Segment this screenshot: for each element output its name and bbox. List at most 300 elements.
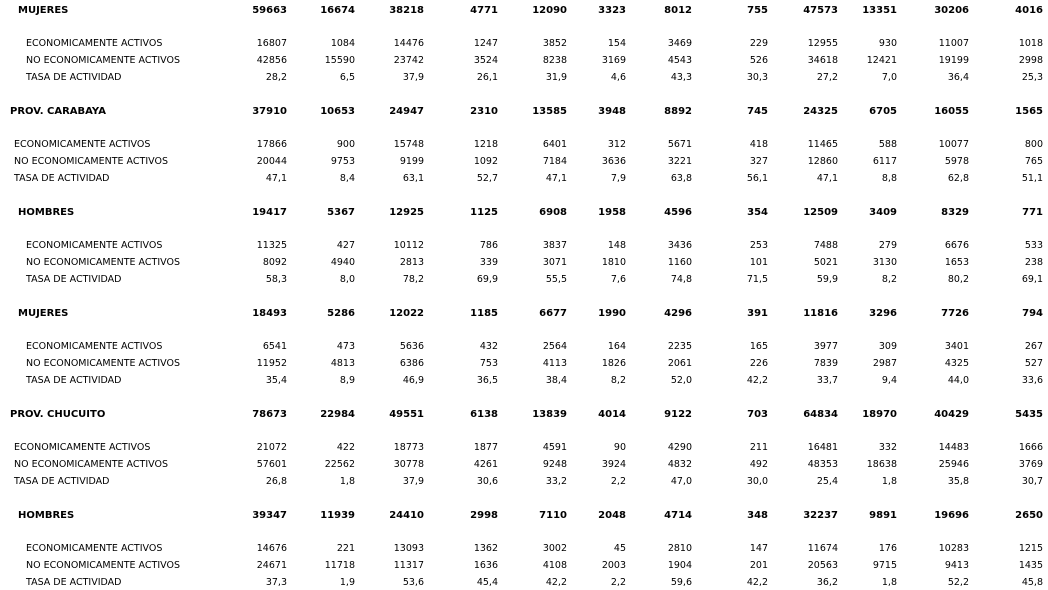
value-cell: 2048 <box>598 510 626 521</box>
value-cell: 201 <box>749 560 768 571</box>
value-cell: 35,4 <box>265 375 287 386</box>
value-cell: 33,6 <box>1021 375 1043 386</box>
value-cell: 2998 <box>470 510 498 521</box>
table-row <box>0 155 1048 169</box>
value-cell: 21072 <box>256 442 287 453</box>
value-cell: 11007 <box>938 38 969 49</box>
value-cell: 164 <box>607 341 626 352</box>
value-cell: 432 <box>479 341 498 352</box>
value-cell: 1215 <box>1018 543 1043 554</box>
value-cell: 69,9 <box>476 274 498 285</box>
value-cell: 1084 <box>330 38 355 49</box>
value-cell: 6677 <box>539 308 567 319</box>
value-cell: 74,8 <box>670 274 692 285</box>
value-cell: 1990 <box>598 308 626 319</box>
value-cell: 327 <box>749 156 768 167</box>
value-cell: 8,4 <box>339 173 355 184</box>
value-cell: 78673 <box>252 409 287 420</box>
value-cell: 11465 <box>807 139 838 150</box>
value-cell: 19696 <box>934 510 969 521</box>
value-cell: 64834 <box>803 409 838 420</box>
value-cell: 4832 <box>667 459 692 470</box>
value-cell: 2235 <box>667 341 692 352</box>
value-cell: 56,1 <box>746 173 768 184</box>
value-cell: 47573 <box>803 5 838 16</box>
value-cell: 2,2 <box>610 476 626 487</box>
value-cell: 1125 <box>470 207 498 218</box>
value-cell: 8238 <box>542 55 567 66</box>
value-cell: 165 <box>749 341 768 352</box>
value-cell: 753 <box>479 358 498 369</box>
value-cell: 71,5 <box>746 274 768 285</box>
value-cell: 52,2 <box>947 577 969 588</box>
value-cell: 9122 <box>664 409 692 420</box>
value-cell: 45,4 <box>476 577 498 588</box>
value-cell: 62,8 <box>947 173 969 184</box>
value-cell: 34618 <box>807 55 838 66</box>
value-cell: 6,5 <box>339 72 355 83</box>
value-cell: 2998 <box>1018 55 1043 66</box>
value-cell: 12090 <box>532 5 567 16</box>
value-cell: 38,4 <box>545 375 567 386</box>
table-row <box>0 559 1048 573</box>
value-cell: 226 <box>749 358 768 369</box>
value-cell: 794 <box>1022 308 1043 319</box>
value-cell: 59,9 <box>816 274 838 285</box>
value-cell: 52,0 <box>670 375 692 386</box>
value-cell: 8329 <box>941 207 969 218</box>
value-cell: 6138 <box>470 409 498 420</box>
value-cell: 703 <box>747 409 768 420</box>
value-cell: 13839 <box>532 409 567 420</box>
value-cell: 37910 <box>252 106 287 117</box>
value-cell: 69,1 <box>1021 274 1043 285</box>
value-cell: 1,8 <box>881 476 897 487</box>
value-cell: 10112 <box>393 240 424 251</box>
value-cell: 6908 <box>539 207 567 218</box>
value-cell: 765 <box>1024 156 1043 167</box>
value-cell: 1185 <box>470 308 498 319</box>
value-cell: 1877 <box>473 442 498 453</box>
value-cell: 57601 <box>256 459 287 470</box>
value-cell: 63,8 <box>670 173 692 184</box>
row-label: NO ECONOMICAMENTE ACTIVOS <box>26 55 180 66</box>
value-cell: 43,3 <box>670 72 692 83</box>
value-cell: 13093 <box>393 543 424 554</box>
row-label: MUJERES <box>18 5 69 16</box>
value-cell: 1,8 <box>881 577 897 588</box>
value-cell: 11939 <box>320 510 355 521</box>
row-label: HOMBRES <box>18 510 75 521</box>
table-row <box>0 475 1048 489</box>
row-label: TASA DE ACTIVIDAD <box>14 476 110 487</box>
value-cell: 47,1 <box>545 173 567 184</box>
value-cell: 53,6 <box>402 577 424 588</box>
value-cell: 3401 <box>944 341 969 352</box>
value-cell: 28,2 <box>265 72 287 83</box>
row-label: NO ECONOMICAMENTE ACTIVOS <box>14 459 168 470</box>
group-header-row <box>0 408 1048 422</box>
value-cell: 4290 <box>667 442 692 453</box>
value-cell: 10077 <box>938 139 969 150</box>
value-cell: 16481 <box>807 442 838 453</box>
value-cell: 9,4 <box>881 375 897 386</box>
value-cell: 12925 <box>389 207 424 218</box>
value-cell: 1565 <box>1015 106 1043 117</box>
value-cell: 33,7 <box>816 375 838 386</box>
value-cell: 7110 <box>539 510 567 521</box>
group-header-row <box>0 4 1048 18</box>
value-cell: 492 <box>749 459 768 470</box>
value-cell: 49551 <box>389 409 424 420</box>
value-cell: 20563 <box>807 560 838 571</box>
value-cell: 1958 <box>598 207 626 218</box>
value-cell: 312 <box>607 139 626 150</box>
value-cell: 5286 <box>327 308 355 319</box>
table-row <box>0 256 1048 270</box>
value-cell: 16055 <box>934 106 969 117</box>
value-cell: 26,1 <box>476 72 498 83</box>
value-cell: 5367 <box>327 207 355 218</box>
value-cell: 27,2 <box>816 72 838 83</box>
value-cell: 15590 <box>324 55 355 66</box>
value-cell: 14676 <box>256 543 287 554</box>
value-cell: 3071 <box>542 257 567 268</box>
row-label: NO ECONOMICAMENTE ACTIVOS <box>26 257 180 268</box>
value-cell: 51,1 <box>1021 173 1043 184</box>
value-cell: 47,1 <box>816 173 838 184</box>
table-row <box>0 340 1048 354</box>
value-cell: 8,2 <box>610 375 626 386</box>
value-cell: 8,8 <box>881 173 897 184</box>
value-cell: 4108 <box>542 560 567 571</box>
value-cell: 3221 <box>667 156 692 167</box>
value-cell: 527 <box>1024 358 1043 369</box>
value-cell: 24410 <box>389 510 424 521</box>
value-cell: 30,6 <box>476 476 498 487</box>
value-cell: 176 <box>878 543 897 554</box>
value-cell: 9891 <box>869 510 897 521</box>
value-cell: 5435 <box>1015 409 1043 420</box>
table-row <box>0 576 1048 590</box>
row-label: TASA DE ACTIVIDAD <box>26 274 122 285</box>
table-row <box>0 374 1048 388</box>
row-label: ECONOMICAMENTE ACTIVOS <box>14 139 151 150</box>
value-cell: 238 <box>1024 257 1043 268</box>
value-cell: 1636 <box>473 560 498 571</box>
value-cell: 37,9 <box>402 476 424 487</box>
value-cell: 2061 <box>667 358 692 369</box>
value-cell: 900 <box>336 139 355 150</box>
value-cell: 4714 <box>664 510 692 521</box>
table-row <box>0 357 1048 371</box>
value-cell: 4,6 <box>610 72 626 83</box>
value-cell: 11816 <box>803 308 838 319</box>
table-row <box>0 71 1048 85</box>
value-cell: 30206 <box>934 5 969 16</box>
value-cell: 4325 <box>944 358 969 369</box>
value-cell: 13351 <box>862 5 897 16</box>
value-cell: 1435 <box>1018 560 1043 571</box>
value-cell: 14483 <box>938 442 969 453</box>
table-row <box>0 37 1048 51</box>
value-cell: 22984 <box>320 409 355 420</box>
row-label: TASA DE ACTIVIDAD <box>26 72 122 83</box>
value-cell: 418 <box>749 139 768 150</box>
row-label: ECONOMICAMENTE ACTIVOS <box>26 240 163 251</box>
value-cell: 19199 <box>938 55 969 66</box>
value-cell: 473 <box>336 341 355 352</box>
value-cell: 6676 <box>944 240 969 251</box>
value-cell: 1018 <box>1018 38 1043 49</box>
value-cell: 253 <box>749 240 768 251</box>
value-cell: 7726 <box>941 308 969 319</box>
value-cell: 37,9 <box>402 72 424 83</box>
row-label: ECONOMICAMENTE ACTIVOS <box>26 543 163 554</box>
row-label: TASA DE ACTIVIDAD <box>14 173 110 184</box>
value-cell: 221 <box>336 543 355 554</box>
value-cell: 18970 <box>862 409 897 420</box>
value-cell: 5671 <box>667 139 692 150</box>
value-cell: 309 <box>878 341 897 352</box>
value-cell: 8012 <box>664 5 692 16</box>
value-cell: 36,5 <box>476 375 498 386</box>
value-cell: 47,1 <box>265 173 287 184</box>
value-cell: 3323 <box>598 5 626 16</box>
value-cell: 12509 <box>803 207 838 218</box>
value-cell: 32237 <box>803 510 838 521</box>
value-cell: 58,3 <box>265 274 287 285</box>
row-label: ECONOMICAMENTE ACTIVOS <box>26 38 163 49</box>
value-cell: 2310 <box>470 106 498 117</box>
value-cell: 12955 <box>807 38 838 49</box>
value-cell: 6541 <box>262 341 287 352</box>
value-cell: 1160 <box>667 257 692 268</box>
value-cell: 3769 <box>1018 459 1043 470</box>
value-cell: 4014 <box>598 409 626 420</box>
value-cell: 1247 <box>473 38 498 49</box>
value-cell: 7839 <box>813 358 838 369</box>
table-row <box>0 441 1048 455</box>
row-label: ECONOMICAMENTE ACTIVOS <box>14 442 151 453</box>
value-cell: 771 <box>1022 207 1043 218</box>
value-cell: 12860 <box>807 156 838 167</box>
value-cell: 42856 <box>256 55 287 66</box>
value-cell: 30778 <box>393 459 424 470</box>
value-cell: 154 <box>607 38 626 49</box>
value-cell: 40429 <box>934 409 969 420</box>
value-cell: 90 <box>613 442 626 453</box>
value-cell: 18493 <box>252 308 287 319</box>
value-cell: 55,5 <box>545 274 567 285</box>
value-cell: 3837 <box>542 240 567 251</box>
value-cell: 30,0 <box>746 476 768 487</box>
value-cell: 588 <box>878 139 897 150</box>
value-cell: 63,1 <box>402 173 424 184</box>
value-cell: 1810 <box>601 257 626 268</box>
value-cell: 22562 <box>324 459 355 470</box>
value-cell: 11325 <box>256 240 287 251</box>
table-row <box>0 138 1048 152</box>
value-cell: 147 <box>749 543 768 554</box>
value-cell: 3296 <box>869 308 897 319</box>
value-cell: 3436 <box>667 240 692 251</box>
value-cell: 4296 <box>664 308 692 319</box>
value-cell: 422 <box>336 442 355 453</box>
value-cell: 3469 <box>667 38 692 49</box>
value-cell: 30,3 <box>746 72 768 83</box>
value-cell: 80,2 <box>947 274 969 285</box>
value-cell: 1,8 <box>339 476 355 487</box>
value-cell: 35,8 <box>947 476 969 487</box>
value-cell: 5021 <box>813 257 838 268</box>
value-cell: 20044 <box>256 156 287 167</box>
value-cell: 8092 <box>262 257 287 268</box>
table-row <box>0 172 1048 186</box>
value-cell: 1092 <box>473 156 498 167</box>
row-label: NO ECONOMICAMENTE ACTIVOS <box>14 156 168 167</box>
value-cell: 267 <box>1024 341 1043 352</box>
group-header-row <box>0 307 1048 321</box>
value-cell: 6117 <box>872 156 897 167</box>
row-label: NO ECONOMICAMENTE ACTIVOS <box>26 358 180 369</box>
value-cell: 279 <box>878 240 897 251</box>
row-label: PROV. CARABAYA <box>10 106 106 117</box>
value-cell: 7,6 <box>610 274 626 285</box>
value-cell: 3002 <box>542 543 567 554</box>
value-cell: 348 <box>747 510 768 521</box>
value-cell: 4771 <box>470 5 498 16</box>
value-cell: 6386 <box>399 358 424 369</box>
value-cell: 46,9 <box>402 375 424 386</box>
value-cell: 526 <box>749 55 768 66</box>
value-cell: 45 <box>613 543 626 554</box>
value-cell: 1653 <box>944 257 969 268</box>
value-cell: 2987 <box>872 358 897 369</box>
value-cell: 6705 <box>869 106 897 117</box>
value-cell: 4591 <box>542 442 567 453</box>
value-cell: 427 <box>336 240 355 251</box>
value-cell: 42,2 <box>545 577 567 588</box>
value-cell: 3924 <box>601 459 626 470</box>
value-cell: 2,2 <box>610 577 626 588</box>
value-cell: 8,2 <box>881 274 897 285</box>
value-cell: 24947 <box>389 106 424 117</box>
value-cell: 16807 <box>256 38 287 49</box>
table-row <box>0 239 1048 253</box>
value-cell: 229 <box>749 38 768 49</box>
value-cell: 1,9 <box>339 577 355 588</box>
value-cell: 2564 <box>542 341 567 352</box>
table-row <box>0 542 1048 556</box>
value-cell: 211 <box>749 442 768 453</box>
value-cell: 3409 <box>869 207 897 218</box>
value-cell: 9413 <box>944 560 969 571</box>
value-cell: 47,0 <box>670 476 692 487</box>
value-cell: 25,4 <box>816 476 838 487</box>
value-cell: 3948 <box>598 106 626 117</box>
value-cell: 11317 <box>393 560 424 571</box>
value-cell: 8892 <box>664 106 692 117</box>
value-cell: 78,2 <box>402 274 424 285</box>
value-cell: 44,0 <box>947 375 969 386</box>
value-cell: 3852 <box>542 38 567 49</box>
value-cell: 26,8 <box>265 476 287 487</box>
value-cell: 8,9 <box>339 375 355 386</box>
value-cell: 148 <box>607 240 626 251</box>
value-cell: 332 <box>878 442 897 453</box>
value-cell: 30,7 <box>1021 476 1043 487</box>
value-cell: 23742 <box>393 55 424 66</box>
value-cell: 339 <box>479 257 498 268</box>
row-label: NO ECONOMICAMENTE ACTIVOS <box>26 560 180 571</box>
row-label: PROV. CHUCUITO <box>10 409 106 420</box>
value-cell: 16674 <box>320 5 355 16</box>
value-cell: 2810 <box>667 543 692 554</box>
value-cell: 52,7 <box>476 173 498 184</box>
value-cell: 25946 <box>938 459 969 470</box>
table-row <box>0 54 1048 68</box>
value-cell: 4261 <box>473 459 498 470</box>
value-cell: 31,9 <box>545 72 567 83</box>
value-cell: 2650 <box>1015 510 1043 521</box>
value-cell: 3130 <box>872 257 897 268</box>
value-cell: 11718 <box>324 560 355 571</box>
value-cell: 3636 <box>601 156 626 167</box>
value-cell: 10653 <box>320 106 355 117</box>
value-cell: 354 <box>747 207 768 218</box>
value-cell: 19417 <box>252 207 287 218</box>
value-cell: 3977 <box>813 341 838 352</box>
value-cell: 1826 <box>601 358 626 369</box>
value-cell: 9753 <box>330 156 355 167</box>
value-cell: 18638 <box>866 459 897 470</box>
value-cell: 7488 <box>813 240 838 251</box>
value-cell: 59663 <box>252 5 287 16</box>
value-cell: 14476 <box>393 38 424 49</box>
value-cell: 11952 <box>256 358 287 369</box>
row-label: TASA DE ACTIVIDAD <box>26 375 122 386</box>
value-cell: 15748 <box>393 139 424 150</box>
value-cell: 5636 <box>399 341 424 352</box>
value-cell: 18773 <box>393 442 424 453</box>
value-cell: 1218 <box>473 139 498 150</box>
value-cell: 9248 <box>542 459 567 470</box>
value-cell: 2003 <box>601 560 626 571</box>
value-cell: 4016 <box>1015 5 1043 16</box>
value-cell: 42,2 <box>746 375 768 386</box>
value-cell: 4596 <box>664 207 692 218</box>
value-cell: 38218 <box>389 5 424 16</box>
value-cell: 1666 <box>1018 442 1043 453</box>
value-cell: 10283 <box>938 543 969 554</box>
value-cell: 755 <box>747 5 768 16</box>
value-cell: 533 <box>1024 240 1043 251</box>
value-cell: 37,3 <box>265 577 287 588</box>
value-cell: 1904 <box>667 560 692 571</box>
group-header-row <box>0 206 1048 220</box>
value-cell: 6401 <box>542 139 567 150</box>
value-cell: 24325 <box>803 106 838 117</box>
value-cell: 59,6 <box>670 577 692 588</box>
value-cell: 9715 <box>872 560 897 571</box>
row-label: MUJERES <box>18 308 69 319</box>
value-cell: 745 <box>747 106 768 117</box>
value-cell: 7184 <box>542 156 567 167</box>
value-cell: 39347 <box>252 510 287 521</box>
value-cell: 930 <box>878 38 897 49</box>
value-cell: 7,0 <box>881 72 897 83</box>
